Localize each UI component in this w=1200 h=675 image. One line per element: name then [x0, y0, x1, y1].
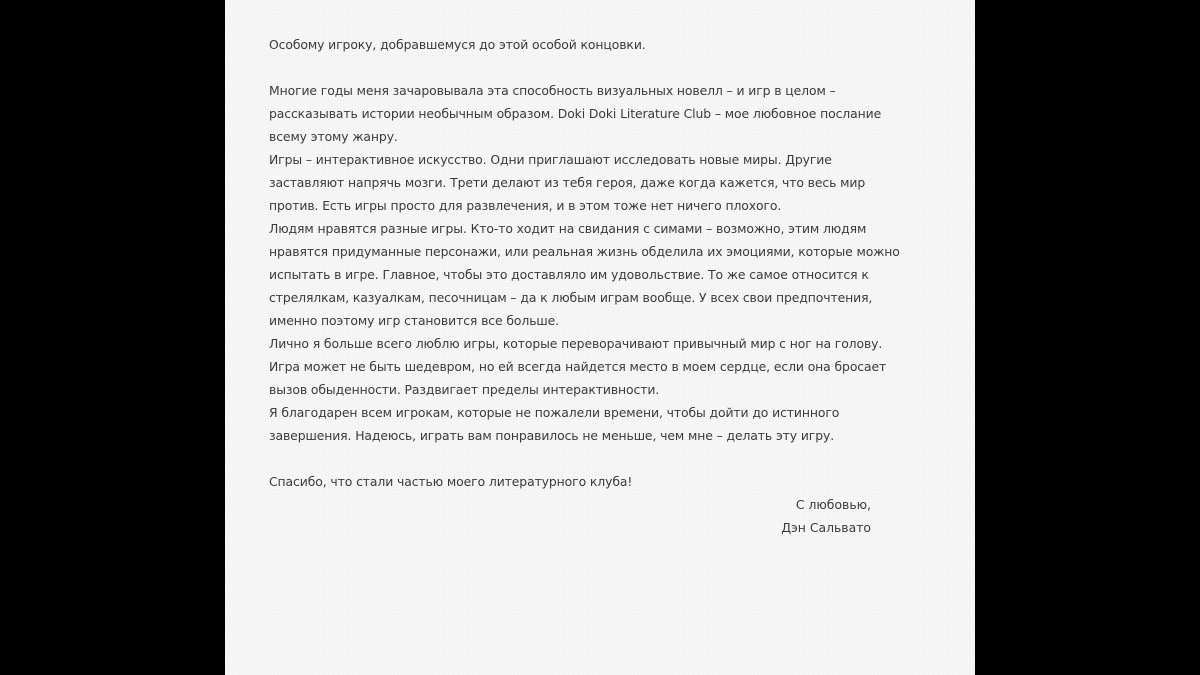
letter-paragraph-1: Многие годы меня зачаровывала эта способность визуальных новелл – и игр в целом – рассказывать истории необычным образом. Doki Doki Literature Club – мое любовное послание всему этому жанру.: [269, 83, 882, 144]
letter-paragraph-4: Лично я больше всего люблю игры, которые переворачивают привычный мир с ног на голову. Игра может не быть шедевром, но ей всегда найдется место в моем сердце, если она бросает вызов обыденности. Раздвигает пределы интерактивности.: [269, 336, 887, 397]
letter-greeting: Особому игроку, добравшемуся до этой особой концовки.: [269, 37, 646, 52]
letter-paper[interactable]: [225, 0, 975, 675]
letter-paragraph-5: Я благодарен всем игрокам, которые не пожалели времени, чтобы дойти до истинного завершения. Надеюсь, играть вам понравилось не меньше, чем мне – делать эту игру.: [269, 405, 840, 443]
letter-closing-line: Спасибо, что стали частью моего литературного клуба!: [269, 474, 633, 489]
sign-off-phrase: С любовью,: [795, 497, 871, 512]
paragraph-spacer: [269, 447, 909, 470]
author-signature: Дэн Сальвато: [781, 520, 871, 535]
letter-paragraph-2: Игры – интерактивное искусство. Одни приглашают исследовать новые миры. Другие заставляют напрячь мозги. Трети делают из тебя героя, даже когда кажется, что весь мир против. Есть игры просто для развлечения, и в этом тоже нет ничего плохого.: [269, 152, 866, 213]
letter-signoff: [781, 493, 871, 539]
letter-body: [269, 33, 909, 493]
letter-paragraph-3: Людям нравятся разные игры. Кто-то ходит на свидания с симами – возможно, этим людям нравятся придуманные персонажи, или реальная жизнь обделила их эмоциями, которые можно испытать в игре. Главное, чтобы это доставляло им удовольствие. То же самое относится к стрелялкам, казуалкам, песочницам – да к любым играм вообще. У всех свои предпочтения, именно поэтому игр становится все больше.: [269, 221, 900, 328]
paragraph-spacer: [269, 56, 909, 79]
